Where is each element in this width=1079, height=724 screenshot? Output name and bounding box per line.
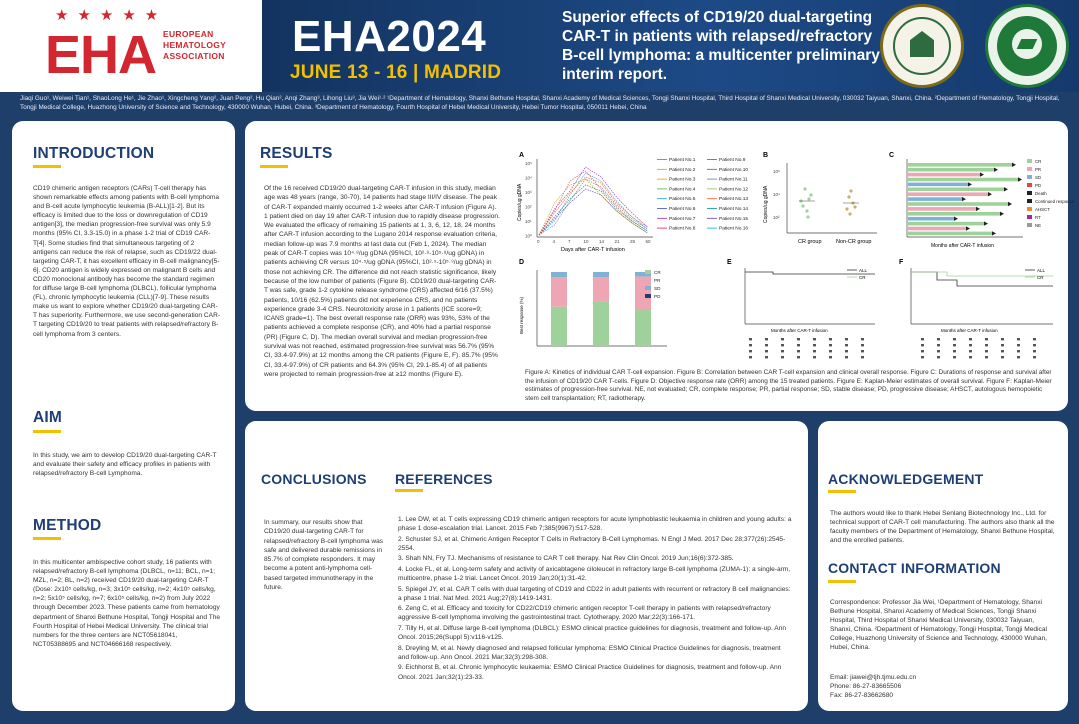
- figure-f: [897, 258, 1063, 366]
- reference-item: 7. Tilly H, et al. Diffuse large B-cell lymphoma (DLBCL): ESMO clinical practice guidelines for diagnosis, treatment and follow-up. Ann Oncol. 2015;26(Suppl 5):v116-v125.: [398, 625, 786, 642]
- figure-e: [725, 258, 885, 366]
- figure-a-legend-entry: Patient No.8: [669, 226, 696, 232]
- legend-swatch: [1027, 159, 1032, 163]
- conclusions-body: In summary, our results show that CD19/20 dual-targeting CAR-T for relapsed/refractory B-cell lymphoma was safe and delivered durable remissions in 85.7% of complete responders. It may become a potent anti-lymphoma cell-based targeted immunotherapy in the future.: [264, 519, 384, 592]
- risk-table-cell: [921, 356, 924, 358]
- risk-table-cell: [797, 356, 800, 358]
- figure-d-legend-entry: SD: [654, 286, 661, 291]
- risk-table-cell: [765, 350, 768, 352]
- reference-item: 2. Schuster SJ, et al. Chimeric Antigen Receptor T Cells in Refractory B-Cell Lymphomas. N Engl J Med. 2017 Dec 28;377(26):2545-2554.: [398, 535, 786, 552]
- contact-email: Email: jiawei@tjh.tjmu.edu.cn: [830, 674, 917, 681]
- figure-b-point: [847, 195, 850, 198]
- figure-c-arrow: [954, 217, 958, 221]
- figure-f-legend-cr: CR: [1037, 275, 1044, 280]
- figure-c-swimmer-bar: [908, 232, 992, 236]
- figure-c-arrow: [984, 221, 988, 225]
- figure-c-arrow: [992, 231, 996, 235]
- risk-table-cell: [845, 350, 848, 352]
- risk-table-cell: [937, 344, 940, 346]
- figure-b-ytick: 10⁶: [773, 169, 780, 174]
- risk-table-cell: [845, 356, 848, 358]
- reference-item: 5. Spiegel JY, et al. CAR T cells with dual targeting of CD19 and CD22 in adult patients with recurrent or refractory B cell malignancies: a phase 1 trial. Nat Med. 2021 Aug;27(8):1419-1431.: [398, 585, 791, 602]
- heading-underline: [33, 537, 61, 540]
- risk-table-cell: [969, 338, 972, 340]
- risk-table-cell: [813, 344, 816, 346]
- figure-c-swimmer-bar: [908, 163, 1012, 167]
- figure-a-series-line: [539, 185, 648, 235]
- figure-a-chart: [517, 151, 755, 255]
- figure-c-legend-entry: Continued response: [1035, 199, 1075, 204]
- risk-table-cell: [765, 338, 768, 340]
- risk-table-cell: [969, 356, 972, 358]
- acknowledgement-body: The authors would like to thank Hebei Senlang Biotechnology Inc., Ltd. for technical support of CAR-T cell manufacturing. The authors also thank all the faculty members of the Department of Hematology, Shanxi Bethune Hospital, and the enrolled patients.: [830, 510, 1055, 545]
- figure-d-bar-segment: [551, 307, 567, 346]
- figure-a-xtick: 60: [645, 239, 651, 244]
- figure-c-arrow: [1012, 163, 1016, 167]
- figure-d-bar-segment: [551, 272, 567, 277]
- risk-table-cell: [749, 356, 752, 358]
- figure-d: [517, 258, 675, 366]
- risk-table-cell: [781, 356, 784, 358]
- figure-f-xlabel: Months after CAR-T infusion: [941, 328, 998, 333]
- references-list: [398, 515, 793, 683]
- figure-c-arrow: [968, 182, 972, 186]
- figure-a-legend-entry: Patient No.16: [719, 226, 749, 232]
- risk-table-cell: [797, 344, 800, 346]
- figure-b-point: [807, 197, 810, 200]
- figure-f-chart: [897, 258, 1063, 366]
- figure-b: [761, 151, 881, 255]
- figure-b-ytick: 10⁴: [773, 192, 780, 197]
- figure-b-ytick: 10²: [773, 215, 780, 220]
- risk-table-cell: [1033, 338, 1036, 340]
- figure-b-point: [853, 205, 856, 208]
- reference-item: 9. Eichhorst B, et al. Chronic lymphocytic leukaemia: ESMO Clinical Practice Guidelines for diagnosis, treatment and follow-up. Ann Oncol. 2021 Jan;32(1):23-33.: [398, 664, 782, 681]
- figure-d-bar-segment: [635, 309, 651, 346]
- risk-table-cell: [797, 338, 800, 340]
- figure-a-xtick: 14: [599, 239, 605, 244]
- heading-underline: [828, 580, 856, 583]
- risk-table-cell: [937, 350, 940, 352]
- risk-table-cell: [953, 356, 956, 358]
- figure-a-legend-entry: Patient No.11: [719, 177, 748, 183]
- risk-table-cell: [1001, 350, 1004, 352]
- method-body: In this multicenter ambispective cohort study, 16 patients with relapsed/refractory B-cell lymphoma (DLBCL, n=11; BCL, n=1; MZL, n=2; BL, n=2) received CD19/20 dual-targeting CAR-T (Dose: 2x10⁵ cells/kg, n=3; 3x10⁵ cells/kg, n=2; 4x10⁵ cells/kg, n=2; 5x10⁵ cells/kg, n=7; 6x10⁵ cells/kg, n=2) from July 2022 through December 2023. These patients came from hematology department of Shanxi Bethune Hospital, Tongji Hospital and The Fourth Hospital of Hebei Medical University. The clinical trial numbers for the three centers are NCT05618041, NCT05388695 and NCT04666168 respectively.: [33, 559, 221, 648]
- figure-c-swimmer-bar: [908, 217, 954, 221]
- figure-c-arrow: [962, 197, 966, 201]
- figure-d-legend-entry: CR: [654, 270, 661, 275]
- panel-label-d: D: [519, 259, 525, 266]
- figure-c-xlabel: Months after CAR-T infusion: [931, 243, 994, 249]
- figure-c-swimmer-bar: [908, 212, 1000, 216]
- panel-label-e: E: [727, 259, 732, 266]
- figure-a-ytick: 10³: [525, 190, 532, 195]
- legend-swatch: [1027, 215, 1032, 219]
- risk-table-cell: [829, 356, 832, 358]
- author-list: Jiaqi Guo¹, Weiwei Tian¹, ShaoLong He¹, Jie Zhao¹, Xingcheng Yang², Juan Peng², Hu Qian², Anqi Zhang³, Lihong Liu³, Jia Wei¹·² ¹Department of Hematology, Shanxi Bethune Hospital, Shanxi Academy of Medical Sciences, Tongji Shanxi Hospital, Third Hospital of Shanxi Medical University, 030032 Taiyuan, Shanxi, China. ²Department of Hematology, Tongji Hospital, Tongji Medical College, Huazhong University of Science and Technology, 430000 Wuhan, Hubei, China. ³Department of Hematology, Fourth Hospital of Hebei Medical University, Hebei Tumor Hospital, 050011 Hebei, China: [20, 95, 1060, 111]
- risk-table-cell: [1001, 344, 1004, 346]
- risk-table-cell: [829, 338, 832, 340]
- figure-b-point: [845, 207, 848, 210]
- figure-c-legend-entry: NE: [1035, 223, 1042, 228]
- figure-c-swimmer-bar: [908, 222, 984, 226]
- legend-swatch: [645, 278, 651, 282]
- figure-a-legend-entry: Patient No.1: [669, 158, 696, 163]
- panel-label-c: C: [889, 152, 895, 159]
- poster-header: [0, 0, 1079, 92]
- risk-table-cell: [953, 338, 956, 340]
- figure-c-arrow: [980, 172, 984, 176]
- figure-c-swimmer-bar: [908, 173, 980, 177]
- conclusions-references-panel: [245, 421, 808, 711]
- legend-swatch: [1027, 223, 1032, 227]
- legend-swatch: [1027, 207, 1032, 211]
- risk-table-cell: [969, 350, 972, 352]
- heading-underline: [33, 430, 61, 433]
- aim-body: In this study, we aim to develop CD19/20 dual-targeting CAR-T and evaluate their safety and efficacy profiles in patients with relapsed/refractory B-cell Lymphoma.: [33, 452, 217, 478]
- figure-c-swimmer-bar: [908, 188, 1004, 192]
- risk-table-cell: [781, 344, 784, 346]
- risk-table-cell: [1017, 350, 1020, 352]
- figure-a-ytick: 10²: [525, 204, 532, 210]
- figure-a-xtick: 28: [630, 239, 636, 244]
- figure-f-legend-all: ALL: [1037, 268, 1046, 273]
- contact-heading: CONTACT INFORMATION: [828, 560, 1001, 576]
- figure-a-ytick: 10⁰: [525, 233, 532, 239]
- figure-b-ylabel: Copies/ug gDNA: [763, 185, 769, 223]
- heading-underline: [395, 489, 423, 492]
- figure-c-arrow: [1008, 202, 1012, 206]
- figure-d-legend-entry: PD: [654, 294, 661, 299]
- figure-a-xtick: 21: [614, 239, 620, 244]
- risk-table-cell: [1001, 356, 1004, 358]
- risk-table-cell: [781, 338, 784, 340]
- legend-swatch: [645, 286, 651, 290]
- figure-c-arrow: [988, 192, 992, 196]
- figure-a-ylabel: Copies/ug gDNA: [517, 183, 523, 221]
- figure-b-point: [803, 187, 806, 190]
- eha-logo-subtitle: EUROPEAN HEMATOLOGY ASSOCIATION: [163, 29, 227, 61]
- figure-a-series-line: [539, 173, 648, 235]
- figure-d-bar-segment: [593, 272, 609, 277]
- risk-table-cell: [1017, 338, 1020, 340]
- acknowledgement-contact-panel: [818, 421, 1068, 711]
- figure-a-ytick: 10⁵: [525, 161, 532, 166]
- figure-c-legend-entry: PD: [1035, 183, 1042, 188]
- risk-table-cell: [953, 344, 956, 346]
- introduction-heading: INTRODUCTION: [33, 145, 155, 162]
- introduction-body: CD19 chimeric antigen receptors (CARs) T-cell therapy has shown remarkable effects among patients with B-cell lymphoma and B-cell acute lymphocytic leukemia (B-ALL)[1-2]. But its efficacy is limited due to the loss or downregulation of CD19 antigen[3], the median progression-free survival was only 5.9 months (95% CI, 3.3-15.0) in a phase 1-2 trial of CD19 CAR-T[4]. Some studies find that simultaneous targeting of 2 antigens can reduce the risk of relapse, such as CD19/22 dual-targeting CAR-T, it has excellent efficacy in B-cell malignancy[5-6]. CD20 antigen is widely expressed on malignant B cells and CD20 monoclonal antibody has become the standard regimen for diffuse large B-cell lymphoma (DLBCL), follicular lymphoma (FL), chronic lymphocytic leukemia (CLL)[7-9]. These results make us want to explore whether CD19/20 dual-targeting CAR-T has superiority. Furthermore, we use second-generation CAR-T targeting CD19/20 to treat patients with relapsed/refractory B-cell lymphoma from 3 centers.: [33, 185, 221, 338]
- risk-table-cell: [829, 344, 832, 346]
- figure-c: [887, 151, 1075, 255]
- results-panel: [245, 121, 1075, 411]
- risk-table-cell: [797, 350, 800, 352]
- panel-label-f: F: [899, 259, 904, 266]
- aim-heading: AIM: [33, 409, 63, 426]
- figure-c-swimmer-bar: [908, 168, 994, 172]
- contact-fax: Fax: 86-27-83662680: [830, 692, 894, 699]
- risk-table-cell: [969, 344, 972, 346]
- risk-table-cell: [1033, 344, 1036, 346]
- figure-c-arrow: [976, 207, 980, 211]
- figure-c-legend-entry: SD: [1035, 175, 1042, 180]
- figure-c-legend-entry: RT: [1035, 215, 1041, 220]
- figure-e-chart: [725, 258, 885, 366]
- risk-table-cell: [985, 356, 988, 358]
- risk-table-cell: [985, 338, 988, 340]
- figure-a-legend-entry: Patient No.12: [719, 187, 749, 193]
- risk-table-cell: [921, 344, 924, 346]
- figure-c-arrow: [1004, 187, 1008, 191]
- figure-c-legend-entry: CR: [1035, 159, 1042, 164]
- figure-a-series-line: [539, 171, 648, 235]
- figure-f-curve-all: [911, 272, 1053, 286]
- figure-b-point: [809, 193, 812, 196]
- figure-d-legend-entry: PR: [654, 278, 661, 283]
- risk-table-cell: [749, 344, 752, 346]
- figure-e-curve-all: [745, 272, 875, 274]
- figure-c-swimmer-bar: [908, 207, 976, 211]
- figure-c-arrow: [1000, 212, 1004, 216]
- figure-d-chart: [517, 258, 675, 366]
- reference-item: 3. Shah NN, Fry TJ. Mechanisms of resistance to CAR T cell therapy. Nat Rev Clin Oncol. 2019 Jun;16(6):372-385.: [398, 555, 734, 563]
- reference-item: 1. Lee DW, et al. T cells expressing CD19 chimeric antigen receptors for acute lymphoblastic leukaemia in children and young adults: a phase 1 dose-escalation trial. Lancet. 2015 Feb 7;385(9967):517-528.: [398, 516, 792, 533]
- risk-table-cell: [1001, 338, 1004, 340]
- legend-swatch: [1027, 175, 1032, 179]
- figure-d-ylabel: Best response (%): [519, 296, 524, 334]
- risk-table-cell: [813, 350, 816, 352]
- risk-table-cell: [765, 344, 768, 346]
- figure-e-risk-table: [749, 338, 864, 358]
- figure-b-point: [848, 212, 851, 215]
- figure-a-legend-entry: Patient No.6: [669, 207, 696, 212]
- contact-phone: Phone: 86-27-83665506: [830, 683, 902, 690]
- risk-table-cell: [937, 356, 940, 358]
- figure-c-arrow: [994, 168, 998, 172]
- risk-table-cell: [1017, 356, 1020, 358]
- eha-logo: [0, 0, 262, 92]
- figure-a-series-line: [539, 177, 648, 235]
- figure-caption: Figure A: Kinetics of individual CAR T-cell expansion. Figure B: Correlation between CAR T-cell expansion and clinical overall response. Figure C: Durations of response and survival after the infusion of CD19/20 CAR T-cells. Figure D: Objective response rate (ORR) among the 15 treated patients. Figure E: Kaplan-Meier estimates of overall survival. Figure F: Kaplan-Meier estimates of progression-free survival. NE, not evaluated; CR, complete response; PR, partial response; SD, stable disease; PD, progressive disease; AHSCT, autologous hemopoietic stem cell transplantation; RT, radiotherapy.: [525, 369, 1052, 402]
- figure-e-xlabel: Months after CAR-T infusion: [771, 328, 828, 333]
- heading-underline: [260, 165, 288, 168]
- figure-b-point: [806, 215, 809, 218]
- figure-c-swimmer-bar: [908, 197, 962, 201]
- figure-c-chart: [887, 151, 1075, 255]
- risk-table-cell: [921, 338, 924, 340]
- results-heading: RESULTS: [260, 145, 333, 162]
- figure-c-legend-entry: Death: [1035, 191, 1047, 196]
- figure-d-bar-segment: [593, 277, 609, 301]
- figure-a-series-line: [539, 167, 648, 235]
- eha-logo-text: EHA: [45, 25, 157, 85]
- shanxi-bethune-hospital-seal: [880, 4, 964, 88]
- figure-b-point: [801, 204, 804, 207]
- figure-f-curve-cr: [911, 272, 1053, 276]
- figure-a-xtick: 7: [568, 239, 571, 244]
- contact-body: Correspondence: Professor Jia Wei, ¹Department of Hematology, Shanxi Bethune Hospital, Shanxi Academy of Medical Sciences, Tongji Shanxi Hospital, Third Hospital of Shanxi Medical University, 030032 Taiyuan, Shanxi, China. ²Department of Hematology, Tongji Hospital, Tongji Medical College, Huazhong University of Science and Technology, 430000 Wuhan, Hubei, China.: [830, 599, 1047, 652]
- reference-item: 8. Dreyling M, et al. Newly diagnosed and relapsed follicular lymphoma: ESMO Clinical Practice Guidelines for diagnosis, treatment and follow-up. Ann Oncol. 2021 Mar;32(3):298-308.: [398, 644, 781, 661]
- risk-table-cell: [937, 338, 940, 340]
- figure-a-legend-entry: Patient No.5: [669, 197, 696, 203]
- risk-table-cell: [1033, 356, 1036, 358]
- congress-name: EHA2024: [292, 12, 487, 61]
- figure-b-point: [805, 209, 808, 212]
- conclusions-heading: CONCLUSIONS: [261, 471, 367, 487]
- figure-a-legend-entry: Patient No.14: [719, 207, 749, 212]
- references-heading: REFERENCES: [395, 471, 493, 487]
- legend-swatch: [645, 294, 651, 298]
- figure-a-xlabel: Days after CAR-T infusion: [561, 247, 625, 253]
- figure-a-legend-entry: Patient No.15: [719, 216, 749, 222]
- figure-a-series-line: [539, 179, 648, 235]
- acknowledgement-heading: ACKNOWLEDGEMENT: [828, 471, 984, 487]
- risk-table-cell: [1017, 344, 1020, 346]
- heading-underline: [828, 490, 856, 493]
- figure-c-arrow: [1018, 177, 1022, 181]
- risk-table-cell: [861, 338, 864, 340]
- figure-c-arrow: [966, 226, 970, 230]
- risk-table-cell: [829, 350, 832, 352]
- figure-a-legend-entry: Patient No.9: [719, 158, 746, 163]
- figure-a-legend-entry: Patient No.2: [669, 167, 696, 173]
- legend-swatch: [645, 270, 651, 274]
- figure-a-ytick: 10⁴: [525, 175, 532, 181]
- figure-e-legend-cr: CR: [859, 275, 866, 280]
- figure-c-swimmer-bar: [908, 183, 968, 187]
- reference-item: 4. Locke FL, et al. Long-term safety and activity of axicabtagene ciloleucel in refractory large B-cell lymphoma (ZUMA-1): a single-arm, multicentre, phase 1-2 trial. Lancet Oncol. 2019 Jan;20(1):31-42.: [398, 565, 791, 583]
- risk-table-cell: [845, 338, 848, 340]
- figure-a-ytick: 10¹: [525, 219, 532, 224]
- figure-c-legend-entry: PR: [1035, 167, 1042, 172]
- figure-a-legend-entry: Patient No.3: [669, 177, 696, 183]
- figure-a-legend-entry: Patient No.13: [719, 197, 749, 203]
- figure-b-group-cr: CR group: [798, 239, 822, 245]
- reference-item: 6. Zeng C, et al. Efficacy and toxicity for CD22/CD19 chimeric antigen receptor T-cell therapy in patients with relapsed/refractory aggressive B-cell lymphoma involving the gastrointestinal tract. Cytotherapy. 2020 Mar;22(3):166-171.: [398, 605, 771, 622]
- results-body: Of the 16 received CD19/20 dual-targeting CAR-T infusion in this study, median age was 48 years (range, 30-70), 14 patients had stage III/IV disease. The peak of CAR-T expanded mainly occurred 1-2 weeks after CAR-T infusion (Figure A). 1 patient died on day 19 after CAR-T infusion due to rapidly disease progression. We evaluated the efficacy of remaining 15 patients at 1, 3, 6, 12, 18, 24 months after CAR-T infusion according to the Lugano 2014 response evaluation criteria, median follow-up was 7.9 months at last data cut (Feb 1, 2024). The median peak of CAR-T copies was 10⁴·⁸/ug gDNA (95%CI, 10²·⁸-10⁵·⁸/ug gDNA) in patients achieving CR versus 10⁴·⁵/ug gDNA (95%CI, 10²·⁵-10⁵·⁹/ug gDNA) in those not achieving CR. The difference did not reach statistic significance, likely because of the low number of patients (Figure B). CD19/20 dual-targeting CAR-T was safe, grade 1-2 cytokine release syndrome (CRS) affected 6/16 (37.5%) patients, 10/16 (62.5%) patients did not experience CRS, and no patients experience grade 3-4 CRS. Neurotoxicity arose in 1 patients (ICE score=9; ICANS grade=1). The best overall response rate (ORR) was 93%, 53% of the patients achieved a complete response (CR), and 40% had a partial response (PR) (Figure C, D). The median overall survival and median progression-free survival was not reached, estimated progression-free survival was 56.7% (95% CI, 33.4-97.9%) at 12 months among the CR patients (Figure E, F). 85.7% (95% CI, 33.4-97.9%) of CR patients and 64.3% (95% CI, 29.1-85.4) of all patients were projected to remain progression-free at ≥12 months (Figure E).: [264, 185, 500, 378]
- star-icon: ★★★★★: [55, 7, 168, 24]
- figure-a-legend-entry: Patient No.10: [719, 167, 749, 173]
- figure-c-swimmer-bar: [908, 178, 1018, 182]
- risk-table-cell: [845, 344, 848, 346]
- risk-table-cell: [749, 338, 752, 340]
- risk-table-cell: [813, 338, 816, 340]
- figure-a-xtick: 0: [537, 239, 540, 244]
- legend-swatch: [1027, 183, 1032, 187]
- introduction-panel: [12, 121, 235, 711]
- heading-underline: [33, 165, 61, 168]
- risk-table-cell: [861, 356, 864, 358]
- figure-c-swimmer-bar: [908, 202, 1008, 206]
- congress-dates: JUNE 13 - 16 | MADRID: [290, 62, 502, 83]
- panel-label-b: B: [763, 152, 769, 159]
- figure-d-bar-segment: [551, 277, 567, 307]
- figure-c-swimmer-bar: [908, 192, 988, 196]
- figure-c-legend-entry: AHSCT: [1035, 207, 1050, 212]
- risk-table-cell: [985, 344, 988, 346]
- figure-a-series-line: [539, 179, 648, 235]
- figure-b-chart: [761, 151, 881, 255]
- risk-table-cell: [953, 350, 956, 352]
- figure-a: [517, 151, 755, 255]
- risk-table-cell: [813, 356, 816, 358]
- panel-label-a: A: [519, 152, 525, 159]
- risk-table-cell: [1033, 350, 1036, 352]
- figure-b-group-noncr: Non-CR group: [836, 239, 872, 245]
- figure-d-bar-segment: [593, 302, 609, 346]
- risk-table-cell: [861, 344, 864, 346]
- risk-table-cell: [781, 350, 784, 352]
- figure-f-risk-table: [921, 338, 1036, 358]
- risk-table-cell: [861, 350, 864, 352]
- figure-b-point: [849, 189, 852, 192]
- legend-swatch: [1027, 191, 1032, 195]
- risk-table-cell: [921, 350, 924, 352]
- legend-swatch: [1027, 167, 1032, 171]
- tongji-hospital-seal: [985, 4, 1069, 88]
- figure-a-xtick: 4: [552, 239, 556, 244]
- figure-a-legend-entry: Patient No.4: [669, 187, 696, 193]
- figure-c-swimmer-bar: [908, 227, 966, 231]
- poster-title: Superior effects of CD19/20 dual-targeting CAR-T in patients with relapsed/refractory B-cell lymphoma: a multicenter preliminary interim report.: [562, 9, 880, 83]
- figure-a-xtick: 10: [583, 239, 589, 244]
- risk-table-cell: [749, 350, 752, 352]
- risk-table-cell: [985, 350, 988, 352]
- risk-table-cell: [765, 356, 768, 358]
- figure-e-legend-all: ALL: [859, 268, 868, 273]
- figure-a-legend-entry: Patient No.7: [669, 216, 696, 222]
- method-heading: METHOD: [33, 517, 102, 534]
- legend-swatch: [1027, 199, 1032, 203]
